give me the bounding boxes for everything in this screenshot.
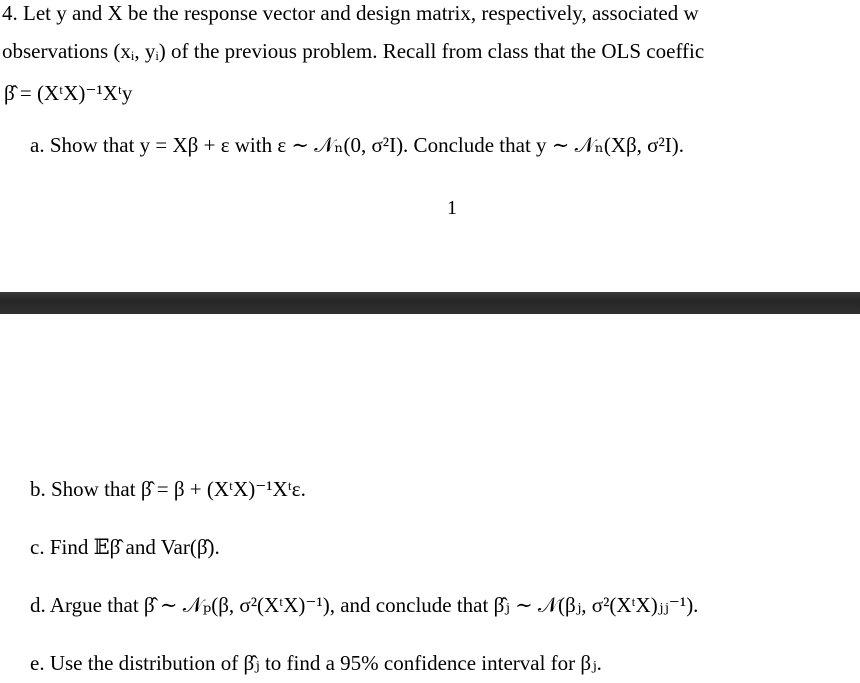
part-c-text: c. Find 𝔼β̂ and Var(β̂). xyxy=(30,535,220,559)
problem-intro-line-2: observations (xᵢ, yᵢ) of the previous problem. Recall from class that the OLS coeffic xyxy=(2,39,705,63)
page-separator xyxy=(0,292,860,314)
part-d-text: d. Argue that β̂ ∼ 𝒩ₚ(β, σ²(XᵗX)⁻¹), and conclude that β̂ⱼ ∼ 𝒩(βⱼ, σ²(XᵗX)ⱼⱼ⁻¹). xyxy=(30,593,699,617)
part-a-text: a. Show that y = Xβ + ε with ε ∼ 𝒩ₙ(0, σ²I). Conclude that y ∼ 𝒩ₙ(Xβ, σ²I). xyxy=(30,133,685,157)
page-number: 1 xyxy=(447,197,457,219)
part-e-text: e. Use the distribution of β̂ⱼ to find a 95% confidence interval for βⱼ. xyxy=(30,651,602,675)
part-b-text: b. Show that β̂ = β + (XᵗX)⁻¹Xᵗε. xyxy=(30,477,306,501)
problem-intro-line-1: 4. Let y and X be the response vector and design matrix, respectively, associated w xyxy=(2,1,699,25)
ols-estimator-formula: β̂ = (XᵗX)⁻¹Xᵗy xyxy=(4,81,133,105)
